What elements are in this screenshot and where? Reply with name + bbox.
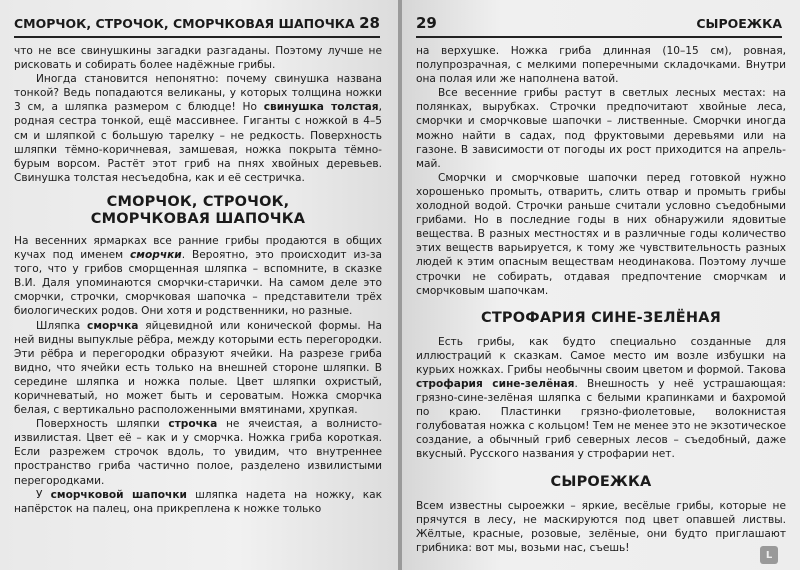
left-paragraph-2 <box>14 72 382 185</box>
right-page-header <box>416 10 782 36</box>
right-header-title: СЫРОЕЖКА <box>696 15 782 31</box>
text-run: Иногда становится непонятно: почему свинушка названа тонкой? Ведь попадаются великаны, у которых толщина ножки 3 см, а шляпка размером с блюдце! Но <box>14 73 382 114</box>
left-section-title <box>14 194 382 228</box>
section-title-line-2: СМОРЧКОВАЯ ШАПОЧКА <box>90 210 306 227</box>
publisher-watermark-icon: L <box>760 546 778 564</box>
text-run: Есть грибы, как будто специально созданные для иллюстраций к сказкам. Самое место им возле избушки на курьих ножках. Грибы необычны своим цветом и формой. Такова <box>416 335 786 376</box>
section-title-line-1: СМОРЧОК, СТРОЧОК, <box>106 193 290 210</box>
emphasis-term: сморчки <box>130 249 182 262</box>
bold-term: свинушка толстая <box>263 101 379 114</box>
left-paragraph-6 <box>14 488 382 516</box>
text-run: Поверхность шляпки <box>36 418 169 431</box>
left-header-title: СМОРЧОК, СТРОЧОК, СМОРЧКОВАЯ ШАПОЧКА <box>14 15 355 31</box>
left-paragraph-1: что не все свинушкины загадки разгаданы. Поэтому лучше не рисковать и собирать более надёжные грибы. <box>14 45 382 72</box>
text-run: не ячеистая, а волнисто-извилистая. Цвет её – как и у сморчка. Ножка гриба короткая. Если разрежем строчок вдоль, то увидим, что внутреннее пространство гриба частично полое, разделено извилистыми перегородками. <box>14 418 382 487</box>
left-page-header <box>14 10 380 36</box>
left-paragraph-5 <box>14 417 382 487</box>
left-body-text <box>14 44 382 516</box>
left-page-number: 28 <box>359 14 380 32</box>
right-paragraph-4 <box>416 335 786 462</box>
text-run: . Внешность у неё устрашающая: грязно-сине-зелёная шляпка с белыми крапинками и бахромой по краю. Пластинки грязно-фиолетовые, волокнистая голубоватая ножка с кольцом! Тем не менее это не экзотическое создание, а обычный гриб северных лесов – съедобный, даже вкусный. Русского названия у строфарии нет. <box>416 377 786 461</box>
right-paragraph-3: Сморчки и сморчковые шапочки перед готовкой нужно хорошенько промыть, отварить, слить отвар и промыть грибы холодной водой. Строчки раньше считали условно съедобными грибами. Но в последние годы в них обнаружили ядовитые вещества. В разных местностях и в различные годы количество этих веществ варьируется, к тому же чувствительность разных людей к этим опасным веществам неодинакова. Поэтому лучше строчки не собирать, отдавая предпочтение сморчкам и сморчковым шапочкам. <box>416 171 786 297</box>
text-run: На весенних ярмарках все ранние грибы продаются в общих кучах под именем <box>14 234 382 262</box>
bold-term: сморчковой шапочки <box>50 488 187 501</box>
text-run: Шляпка <box>36 319 88 332</box>
text-run: У <box>36 488 51 501</box>
right-body-text <box>416 44 786 555</box>
right-paragraph-5: Всем известны сыроежки – яркие, весёлые грибы, которые не прячутся в лесу, не маскируются под цвет опавшей листвы. Жёлтые, красные, розовые, зелёные, они будто приглашают грибника: вот мы, возьми нас, съешь! <box>416 499 786 554</box>
text-run: . Вероятно, это происходит из-за того, что у грибов сморщенная шляпка – вспомните, в сказке В.И. Даля упоминаются сморчки-старички. На самом деле это сморчки, строчки, сморчковая шапочка – представители трёх биологических родов. Они хотя и родственники, но разные. <box>14 249 382 318</box>
bold-term: строчка <box>168 418 218 431</box>
text-run: шляпка надета на ножку, как напёрсток на палец, она прикреплена к ножке только <box>14 488 382 515</box>
right-paragraph-1: на верхушке. Ножка гриба длинная (10–15 см), ровная, полупрозрачная, с мелкими поперечными складочками. Внутри она полая или же наполнена ватой. <box>416 45 786 86</box>
right-page-number: 29 <box>416 14 437 32</box>
right-paragraph-2: Все весенние грибы растут в светлых лесных местах: на полянках, вырубках. Строчки предпочитают хвойные леса, сморчки и сморчковые шапочки – лиственные. Сморчки иногда можно найти в садах, под фруктовыми деревьями или на газоне. В зависимости от погоды их рост приходится на апрель-май. <box>416 87 786 170</box>
bold-term: сморчка <box>87 319 139 332</box>
left-paragraph-4 <box>14 319 382 418</box>
text-run: яйцевидной или конической формы. На ней видны выпуклые рёбра, между которыми есть перегородки. Эти рёбра и перегородки образуют ячейки. На разрезе гриба видно, что ячейки есть только на внешней стороне шляпки. В середине шляпка и ножка полые. Цвет шляпки охристый, коричневатый, но может быть и сероватым. Ножка сморчка белая, с вертикально расположенными вмятинами, хрупкая. <box>14 319 382 417</box>
right-section-title-strofaria: СТРОФАРИЯ СИНЕ-ЗЕЛЁНАЯ <box>481 309 721 326</box>
right-page <box>402 0 800 570</box>
bold-term: строфария сине-зелёная <box>416 377 575 390</box>
text-run: , родная сестра тонкой, ещё массивнее. Гиганты с ножкой в 4–5 см и шляпкой с большую тарелку – не редкость. Поверхность шляпки тёмно-коричневая, замшевая, ножка покрыта тёмно-бурым ворсом. Растёт этот гриб на пнях хвойных деревьев. Свинушка толстая несъедобна, как и её сестричка. <box>14 101 382 184</box>
right-section-title-syroezhka: СЫРОЕЖКА <box>550 473 652 490</box>
left-paragraph-3 <box>14 234 382 319</box>
left-page <box>0 0 398 570</box>
